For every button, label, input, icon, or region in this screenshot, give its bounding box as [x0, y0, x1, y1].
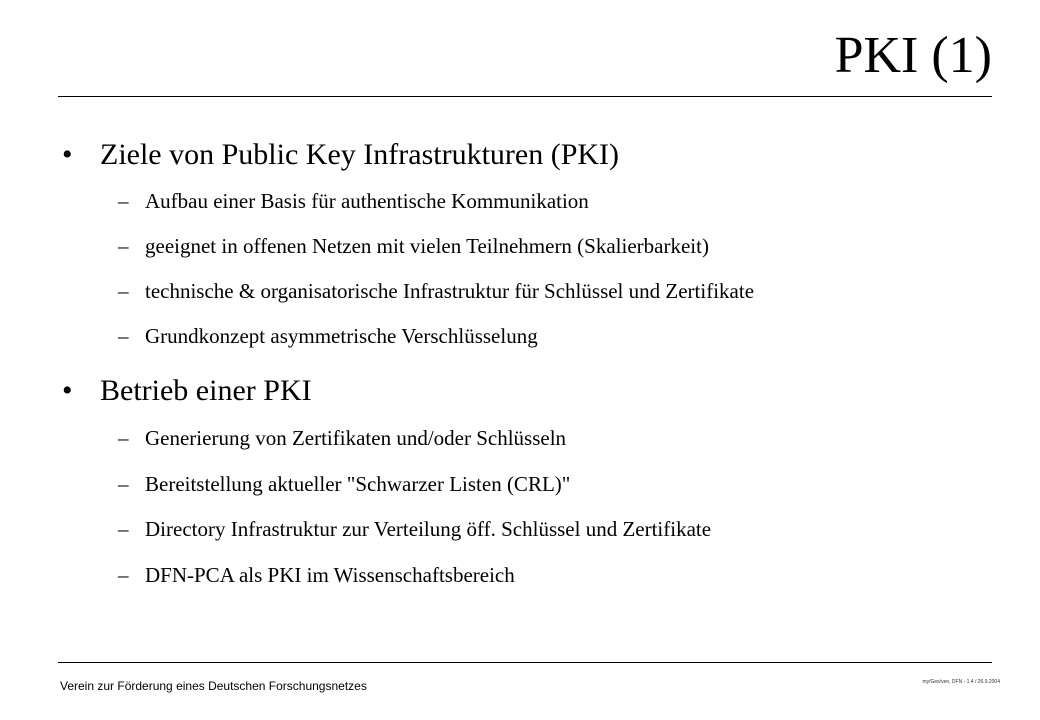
- dash-icon: –: [118, 517, 129, 541]
- slide-title: PKI (1): [834, 27, 992, 84]
- sub-item: [118, 565, 515, 586]
- sub-item-text: Directory Infrastruktur zur Verteilung öff. Schlüssel und Zertifikate: [145, 517, 712, 541]
- footer-reference: my/Ges/ven, DFN - 1.4 / 26.9.2004: [922, 679, 1000, 685]
- sub-item-text: Aufbau einer Basis für authentische Kommunikation: [145, 189, 589, 213]
- sub-item: [118, 474, 570, 495]
- sub-item-text: Generierung von Zertifikaten und/oder Schlüsseln: [145, 426, 567, 450]
- footer-organization: Verein zur Förderung eines Deutschen Forschungsnetzes: [60, 679, 367, 693]
- dash-icon: –: [118, 189, 129, 213]
- bullet-dot-icon: •: [62, 138, 73, 171]
- dash-icon: –: [118, 324, 129, 348]
- sub-item-text: technische & organisatorische Infrastruktur für Schlüssel und Zertifikate: [145, 279, 755, 303]
- sub-item: [118, 326, 538, 347]
- sub-item: [118, 191, 589, 212]
- bullet-heading-operation: [62, 376, 312, 406]
- footer-divider: [58, 662, 992, 663]
- dash-icon: –: [118, 234, 129, 258]
- sub-item-text: Grundkonzept asymmetrische Verschlüsselung: [145, 324, 538, 348]
- dash-icon: –: [118, 563, 129, 587]
- sub-item-text: Bereitstellung aktueller "Schwarzer Listen (CRL)": [145, 472, 571, 496]
- sub-item-text: geeignet in offenen Netzen mit vielen Teilnehmern (Skalierbarkeit): [145, 234, 709, 258]
- dash-icon: –: [118, 279, 129, 303]
- sub-item: [118, 236, 709, 257]
- sub-item-text: DFN-PCA als PKI im Wissenschaftsbereich: [145, 563, 515, 587]
- sub-item: [118, 281, 754, 302]
- dash-icon: –: [118, 472, 129, 496]
- sub-item: [118, 428, 566, 449]
- sub-item: [118, 519, 711, 540]
- heading-text: Betrieb einer PKI: [100, 374, 312, 407]
- bullet-dot-icon: •: [62, 374, 73, 407]
- dash-icon: –: [118, 426, 129, 450]
- heading-text: Ziele von Public Key Infrastrukturen (PKI): [100, 138, 620, 171]
- bullet-heading-goals: [62, 140, 619, 170]
